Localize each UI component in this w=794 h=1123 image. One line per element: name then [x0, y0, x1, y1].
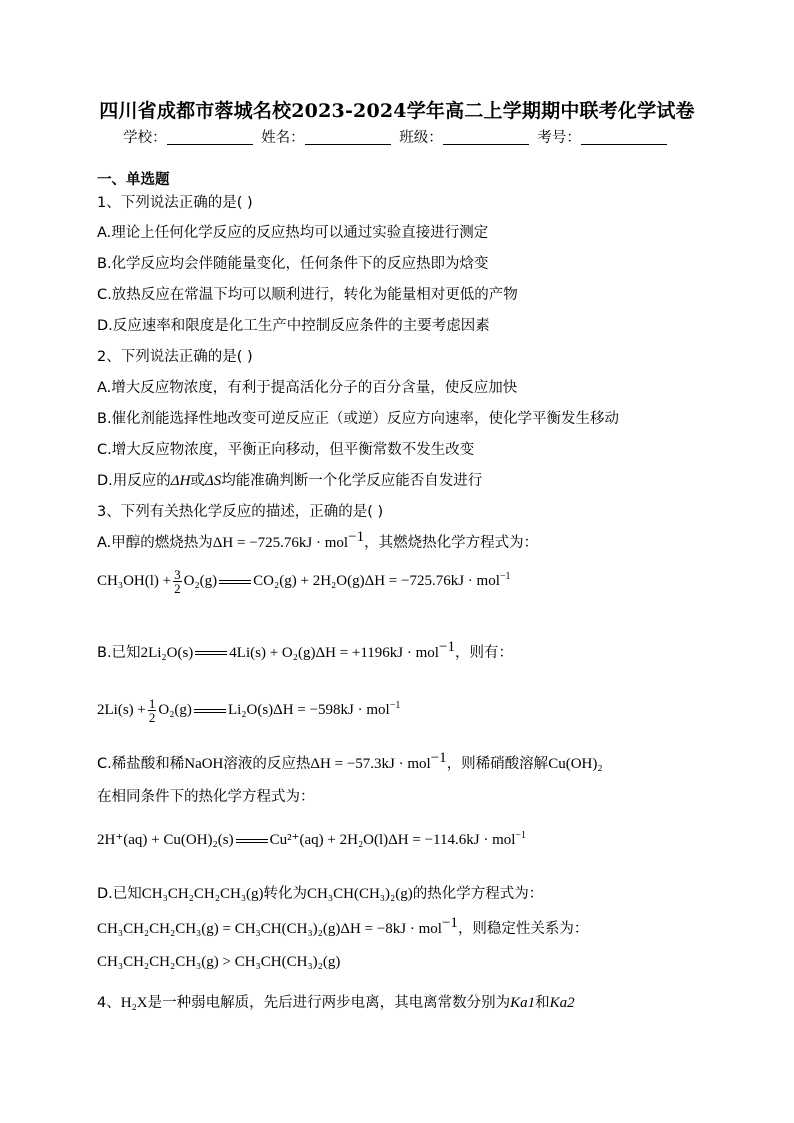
q3-option-b: B.已知2Li₂O(s) 4Li(s) + O₂(g)ΔH = +1196kJ · mol$^{-1}$，则有：	[97, 639, 513, 661]
q3-option-d: D.已知CH₃CH₂CH₂CH₃(g)转化为CH₃CH(CH₃)₂(g)的热化学方程式为：	[97, 886, 544, 902]
q1-option-c: C.放热反应在常温下均可以顺利进行，转化为能量相对更低的产物	[97, 287, 518, 303]
equals-arrow	[194, 709, 226, 713]
fraction-1-2: $\frac{1}{2}$	[148, 696, 156, 725]
q3-c-equation: 2H⁺(aq) + Cu(OH)₂(s) Cu²⁺(aq) + 2H₂O(l)ΔH = −114.6kJ · mol$^{-1}$	[97, 830, 527, 848]
class-field[interactable]	[443, 129, 529, 145]
q3-stem: 3、下列有关热化学反应的描述，正确的是( )	[97, 504, 384, 520]
school-label: 学校：	[123, 130, 167, 146]
q3-a-equation: CH₃OH(l) + $\frac{3}{2}$ O₂(g) CO₂(g) + 2H₂O(g)ΔH = −725.76kJ · mol$^{-1}$	[97, 567, 511, 596]
exam-no-field[interactable]	[581, 129, 667, 145]
name-label: 姓名：	[261, 130, 305, 146]
q3-option-c: C.稀盐酸和稀NaOH溶液的反应热ΔH = −57.3kJ · mol$^{-1}$，则稀硝酸溶解Cu(OH)₂	[97, 750, 603, 772]
q3-d-relation: CH₃CH₂CH₂CH₃(g) > CH₃CH(CH₃)₂(g)	[97, 954, 341, 970]
fraction-3-2: $\frac{3}{2}$	[174, 567, 181, 596]
q2-stem: 2、下列说法正确的是( )	[97, 349, 253, 365]
q4-stem: 4、H₂X是一种弱电解质，先后进行两步电离，其电离常数分别为Ka1和Ka2	[97, 995, 575, 1011]
school-field[interactable]	[167, 129, 253, 145]
equals-arrow	[219, 580, 251, 584]
q2-option-b: B.催化剂能选择性地改变可逆反应正（或逆）反应方向速率，使化学平衡发生移动	[97, 411, 620, 427]
q2-option-d: D.用反应的ΔH或ΔS均能准确判断一个化学反应能否自发进行	[97, 473, 483, 489]
equals-arrow	[236, 839, 268, 843]
class-label: 班级：	[399, 130, 443, 146]
q1-stem: 1、下列说法正确的是( )	[97, 195, 253, 211]
q1-option-d: D.反应速率和限度是化工生产中控制反应条件的主要考虑因素	[97, 318, 490, 334]
q3-c-line2: 在相同条件下的热化学方程式为：	[97, 789, 315, 805]
q2-option-a: A.增大反应物浓度，有利于提高活化分子的百分含量，使反应加快	[97, 380, 518, 396]
q3-d-equation: CH₃CH₂CH₂CH₃(g) = CH₃CH(CH₃)₂(g)ΔH = −8kJ · mol$^{-1}$，则稳定性关系为：	[97, 915, 589, 937]
equals-arrow	[195, 651, 227, 655]
q3-option-a: A.甲醇的燃烧热为ΔH = −725.76kJ · mol$^{-1}$，其燃烧热化学方程式为：	[97, 529, 539, 551]
page-title: 四川省成都市蓉城名校2023-2024学年高二上学期期中联考化学试卷	[99, 100, 695, 122]
q1-option-b: B.化学反应均会伴随能量变化，任何条件下的反应热即为焓变	[97, 256, 489, 272]
exam-no-label: 考号：	[537, 130, 581, 146]
q2-option-c: C.增大反应物浓度，平衡正向移动，但平衡常数不发生改变	[97, 442, 475, 458]
q1-option-a: A.理论上任何化学反应的反应热均可以通过实验直接进行测定	[97, 225, 489, 241]
q3-b-equation: 2Li(s) + $\frac{1}{2}$ O₂(g) Li₂O(s)ΔH = −598kJ · mol$^{-1}$	[97, 696, 401, 725]
student-info-row	[0, 126, 794, 147]
name-field[interactable]	[305, 129, 391, 145]
section-title: 一、单选题	[97, 172, 170, 188]
